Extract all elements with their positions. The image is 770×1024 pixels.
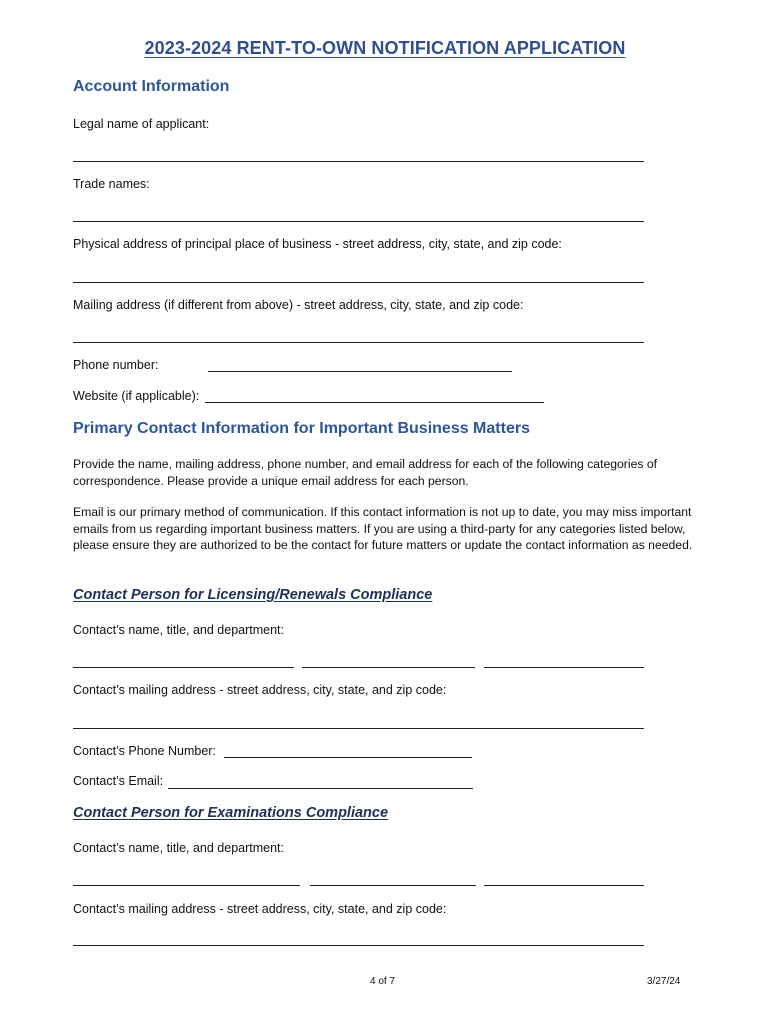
licensing-contact-name-field[interactable]: [73, 667, 294, 668]
physical-address-label: Physical address of principal place of business - street address, city, state, and zip code:: [73, 237, 562, 251]
website-field[interactable]: [205, 402, 544, 403]
licensing-contact-email-label: Contact’s Email:: [73, 774, 164, 788]
trade-names-label: Trade names:: [73, 177, 150, 191]
licensing-contact-name-label: Contact’s name, title, and department:: [73, 623, 284, 637]
examinations-contact-department-field[interactable]: [484, 885, 644, 886]
primary-contact-intro: Provide the name, mailing address, phone number, and email address for each of the following categories of correspondence. Please provide a unique email address for each person.: [73, 457, 657, 488]
licensing-contact-heading: Contact Person for Licensing/Renewals Compliance: [73, 587, 433, 603]
primary-contact-heading: Primary Contact Information for Important Business Matters: [73, 420, 530, 437]
licensing-contact-title-field[interactable]: [302, 667, 475, 668]
licensing-contact-mailing-label: Contact’s mailing address - street address, city, state, and zip code:: [73, 683, 447, 697]
licensing-contact-mailing-field[interactable]: [73, 728, 644, 729]
primary-contact-note: Email is our primary method of communication. If this contact information is not up to date, you may miss important emails from us regarding important business matters. If you are using a third-party for any categories listed below, please ensure they are authorized to be the contact for future matters or update the contact information as needed.: [73, 505, 693, 552]
examinations-contact-name-field[interactable]: [73, 885, 300, 886]
legal-name-field[interactable]: [73, 161, 644, 162]
examinations-contact-heading: Contact Person for Examinations Compliance: [73, 805, 389, 821]
examinations-contact-name-label: Contact’s name, title, and department:: [73, 841, 284, 855]
mailing-address-label: Mailing address (if different from above) - street address, city, state, and zip code:: [73, 298, 524, 312]
mailing-address-field[interactable]: [73, 342, 644, 343]
physical-address-field[interactable]: [73, 282, 644, 283]
examinations-contact-title-field[interactable]: [310, 885, 476, 886]
trade-names-field[interactable]: [73, 221, 644, 222]
licensing-contact-phone-field[interactable]: [224, 757, 472, 758]
licensing-contact-department-field[interactable]: [484, 667, 644, 668]
licensing-contact-email-field[interactable]: [168, 788, 473, 789]
phone-number-label: Phone number:: [73, 358, 159, 372]
revision-date: 3/27/24: [647, 976, 681, 987]
phone-number-field[interactable]: [208, 371, 512, 372]
account-information-heading: Account Information: [73, 78, 230, 95]
licensing-contact-phone-label: Contact’s Phone Number:: [73, 744, 216, 758]
examinations-contact-mailing-field[interactable]: [73, 945, 644, 946]
legal-name-label: Legal name of applicant:: [73, 117, 210, 131]
page-number: 4 of 7: [370, 976, 396, 987]
examinations-contact-mailing-label: Contact’s mailing address - street address, city, state, and zip code:: [73, 902, 447, 916]
document-title: 2023-2024 RENT-TO-OWN NOTIFICATION APPLICATION: [144, 38, 626, 58]
website-label: Website (if applicable):: [73, 389, 200, 403]
